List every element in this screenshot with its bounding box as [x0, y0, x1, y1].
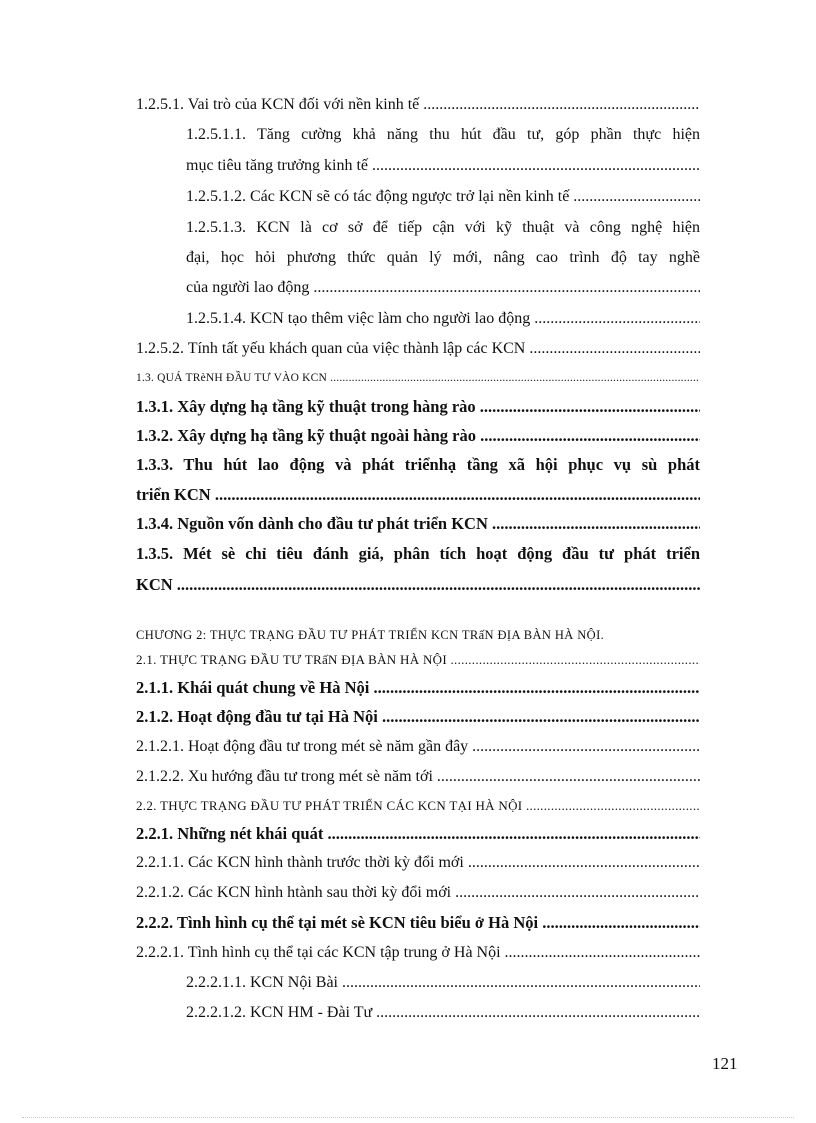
toc-entry-2-2-2-1-1: 2.2.2.1.1. KCN Nội Bài ..... [186, 973, 700, 993]
page-number: 121 [712, 1054, 738, 1073]
toc-entry-2-2-2-1-2: 2.2.2.1.2. KCN HM - Đài Tư ..... [186, 1003, 700, 1023]
toc-entry-1-2-5-1-1-line2: mục tiêu tăng trưởng kinh tế ..... [186, 156, 700, 176]
toc-entry-2-2-2: 2.2.2. Tình hình cụ thể tại mét sè KCN tiêu biểu ở Hà Nội ..... [136, 913, 700, 933]
toc-entry-1-3-3-line2: triển KCN ..... [136, 485, 700, 505]
toc-entry-1-3-2: 1.3.2. Xây dựng hạ tầng kỹ thuật ngoài hàng rào ..... [136, 426, 700, 446]
toc-entry-1-3-4: 1.3.4. Nguồn vốn dành cho đầu tư phát triển KCN ..... [136, 514, 700, 534]
toc-entry-1-2-5-2: 1.2.5.2. Tính tất yếu khách quan của việc thành lập các KCN ..... [136, 339, 700, 359]
toc-entry-1-2-5-1-1-line1: 1.2.5.1.1. Tăng cường khả năng thu hút đầu tư, góp phần thực hiện [186, 126, 700, 143]
toc-entry-2-1-2-2: 2.1.2.2. Xu hướng đầu tư trong mét sè năm tới ..... [136, 767, 700, 787]
toc-entry-1-2-5-1-3-line3: của người lao động ..... [186, 278, 700, 298]
toc-entry-2-2-2-1: 2.2.2.1. Tình hình cụ thể tại các KCN tập trung ở Hà Nội ..... [136, 943, 700, 963]
toc-entry-chapter-2: CHƯƠNG 2: THỰC TRẠNG ĐẦU TƯ PHÁT TRIỂN KCN TRấN ĐỊA BÀN HÀ NỘI. [136, 628, 605, 642]
toc-entry-2-2: 2.2. THỰC TRẠNG ĐẦU TƯ PHÁT TRIỂN CÁC KCN TẠI HÀ NỘI ..... [136, 796, 700, 816]
toc-entry-1-2-5-1-3-line1: 1.2.5.1.3. KCN là cơ sở để tiếp cận với kỹ thuật và công nghệ hiện [186, 219, 700, 236]
toc-entry-1-3-5-line1: 1.3.5. Mét sè chỉ tiêu đánh giá, phân tích hoạt động đầu tư phát triển [136, 544, 700, 563]
toc-entry-1-3-3-line1: 1.3.3. Thu hút lao động và phát triểnhạ tầng xã hội phục vụ sù phát [136, 455, 700, 474]
toc-entry-2-2-1-2: 2.2.1.2. Các KCN hình htành sau thời kỳ đổi mới ..... [136, 883, 700, 903]
toc-entry-2-2-1-1: 2.2.1.1. Các KCN hình thành trước thời kỳ đổi mới ..... [136, 853, 700, 873]
toc-entry-2-1-1: 2.1.1. Khái quát chung về Hà Nội ..... [136, 678, 700, 698]
toc-entry-1-2-5-1-2: 1.2.5.1.2. Các KCN sẽ có tác động ngược trở lại nền kinh tế ..... [186, 187, 700, 207]
toc-entry-1-3-5-line2: KCN ..... [136, 575, 700, 595]
footer-divider [22, 1117, 794, 1118]
toc-entry-2-2-1: 2.2.1. Những nét khái quát ..... [136, 824, 700, 844]
toc-entry-1-2-5-1-3-line2: đại, học hỏi phương thức quản lý mới, nâng cao trình độ tay nghề [186, 249, 700, 266]
toc-entry-1-2-5-1-4: 1.2.5.1.4. KCN tạo thêm việc làm cho người lao động ..... [186, 309, 700, 329]
toc-entry-2-1-2: 2.1.2. Hoạt động đầu tư tại Hà Nội ..... [136, 707, 700, 727]
toc-entry-1-2-5-1: 1.2.5.1. Vai trò của KCN đối với nền kinh tế ..... [136, 95, 700, 115]
toc-entry-1-3-1: 1.3.1. Xây dựng hạ tầng kỹ thuật trong hàng rào ..... [136, 397, 700, 417]
toc-entry-1-3: 1.3. QUÁ TRèNH ĐẦU TƯ VÀO KCN ..... [136, 368, 700, 388]
toc-entry-2-1-2-1: 2.1.2.1. Hoạt động đầu tư trong mét sè năm gần đây ..... [136, 737, 700, 757]
toc-entry-2-1: 2.1. THỰC TRẠNG ĐẦU TƯ TRấN ĐỊA BÀN HÀ NỘI ..... [136, 650, 700, 670]
